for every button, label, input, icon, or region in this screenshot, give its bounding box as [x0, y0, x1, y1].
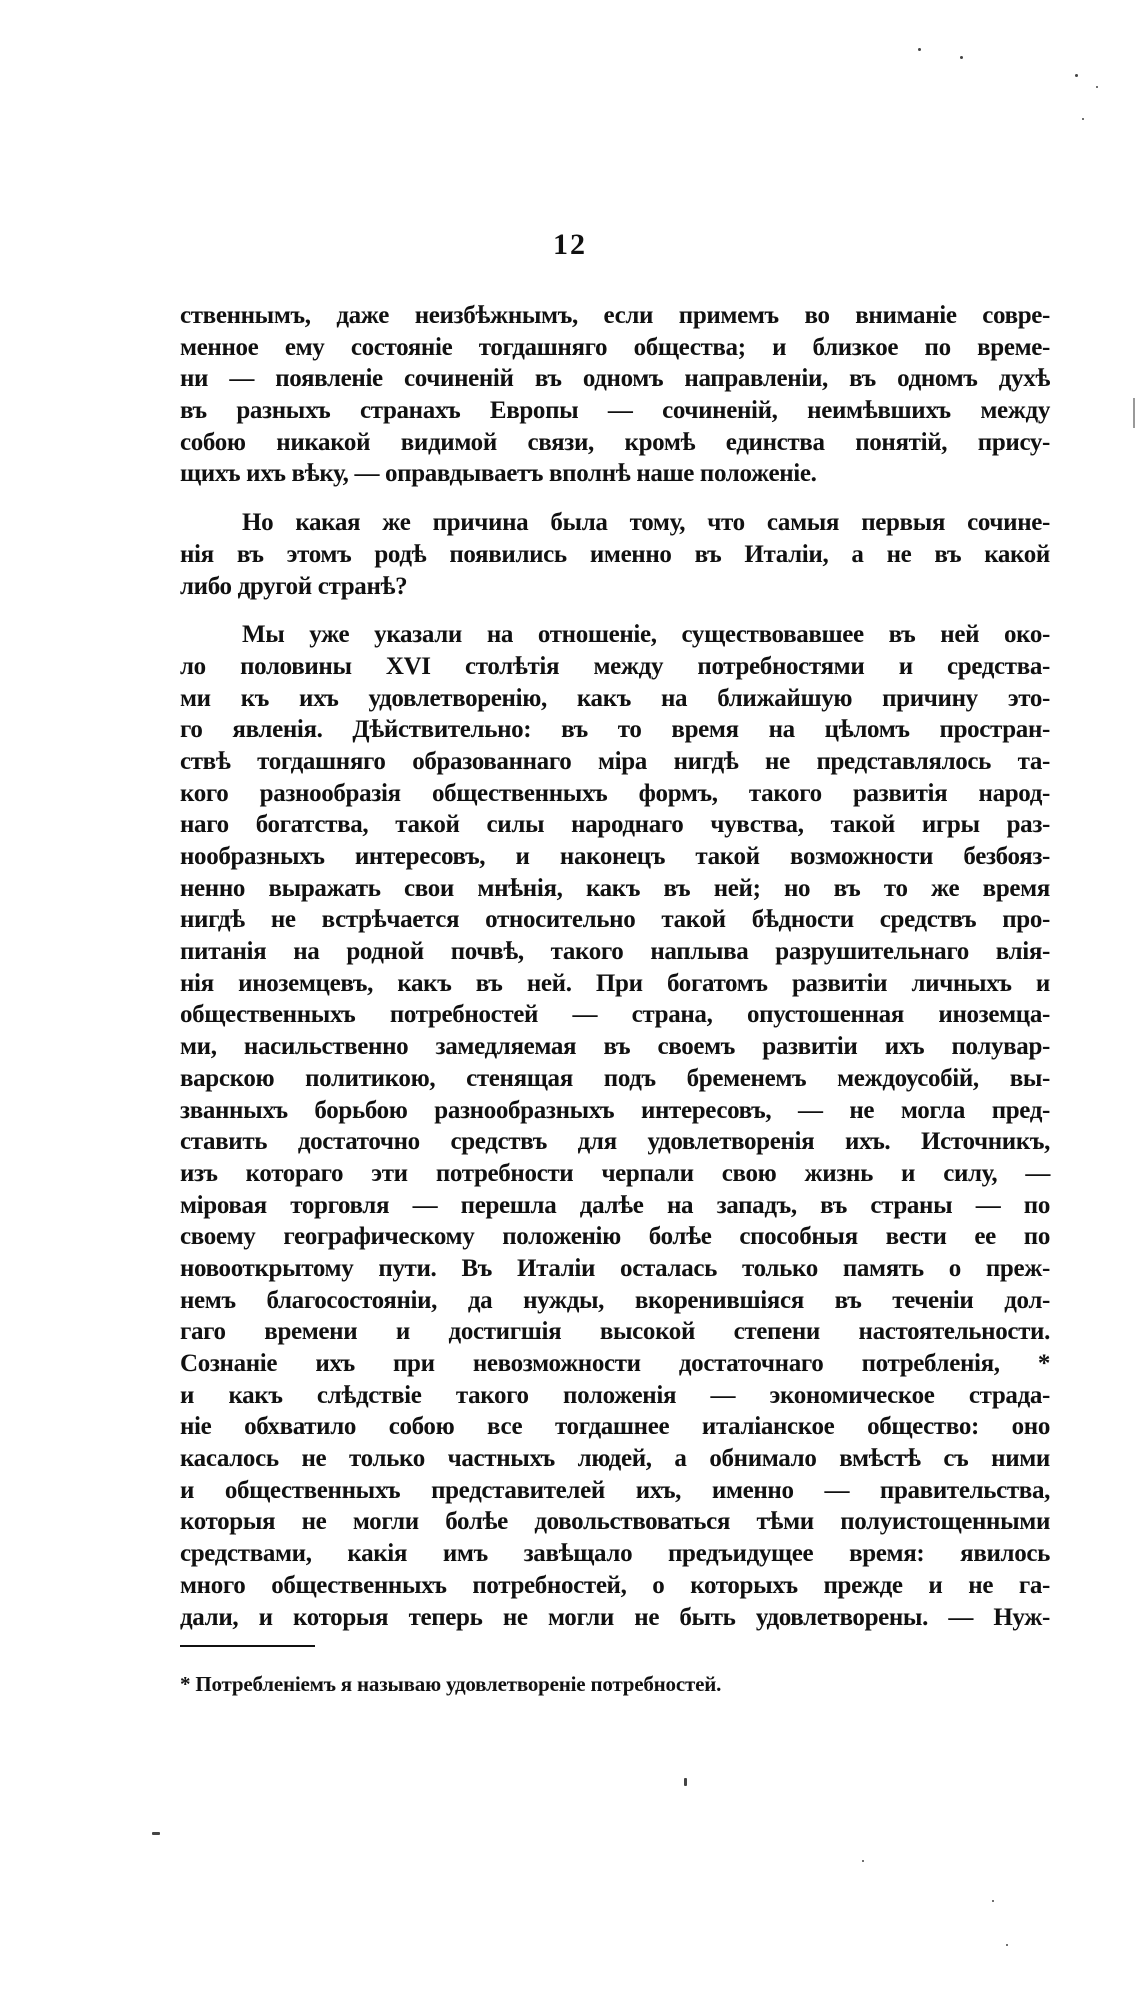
text-line: въ разныхъ странахъ Европы — сочиненій, неимѣвшихъ между [180, 397, 1050, 425]
text-line: Но какая же причина была тому, что самыя первыя сочине- [242, 509, 1050, 537]
scan-speck [152, 1832, 160, 1835]
text-line: званныхъ борьбою разнообразныхъ интересовъ, — не могла пред- [180, 1096, 1050, 1124]
text-line: менное ему состояніе тогдашняго общества; и близкое по време- [180, 333, 1050, 361]
text-line: кого разнообразія общественныхъ формъ, такого развитія народ- [180, 779, 1050, 807]
text-line: и общественныхъ представителей ихъ, именно — правительства, [180, 1476, 1050, 1504]
footnote-divider [180, 1645, 315, 1647]
text-line: много общественныхъ потребностей, о которыхъ прежде и не га- [180, 1571, 1050, 1599]
text-line: щихъ ихъ вѣку, — оправдываетъ вполнѣ наше положеніе. [180, 460, 817, 488]
scan-speck [1133, 398, 1135, 428]
text-line: и какъ слѣдствіе такого положенія — экономическое страда- [180, 1381, 1050, 1409]
text-line: ствѣ тогдашняго образованнаго міра нигдѣ не представлялось та- [180, 747, 1050, 775]
body-text [180, 300, 1050, 1633]
text-line: изъ котораго эти потребности черпали свою жизнь и силу, — [180, 1159, 1050, 1187]
text-line: средствами, какія имъ завѣщало предъидущее время: явилось [180, 1540, 1050, 1568]
text-line: нія иноземцевъ, какъ въ ней. При богатомъ развитіи личныхъ и [180, 969, 1050, 997]
text-line: питанія на родной почвѣ, такого наплыва разрушительнаго влія- [180, 938, 1050, 966]
text-line: варскою политикою, стенящая подъ бременемъ междоусобій, вы- [180, 1064, 1050, 1092]
scan-speck [1082, 118, 1084, 120]
text-line: своему географическому положенію болѣе способныя вести ее по [180, 1223, 1050, 1251]
text-line: Сознаніе ихъ при невозможности достаточнаго потребленія, * [180, 1350, 1050, 1377]
text-line: міровая торговля — перешла далѣе на западъ, въ страны — по [180, 1191, 1050, 1219]
scan-speck [992, 1900, 994, 1902]
footnote: * Потребленіемъ я называю удовлетвореніе потребностей. [180, 1672, 722, 1696]
text-line: собою никакой видимой связи, кромѣ единства понятій, прису- [180, 428, 1050, 456]
paragraph [180, 619, 1050, 1633]
text-line: ніе обхватило собою все тогдашнее италіанское общество: оно [180, 1413, 1050, 1441]
scan-speck [918, 48, 921, 51]
paragraph [180, 300, 1050, 490]
text-line: ставить достаточно средствъ для удовлетворенія ихъ. Источникъ, [180, 1128, 1050, 1156]
text-line: гаго времени и достигшія высокой степени настоятельности. [180, 1318, 1050, 1346]
text-line: ненно выражать свои мнѣнія, какъ въ ней; но въ то же время [180, 874, 1050, 902]
text-line: которыя не могли болѣе довольствоваться тѣми полуистощенными [180, 1508, 1050, 1536]
text-line: новооткрытому пути. Въ Италіи осталась только память о преж- [180, 1254, 1050, 1282]
text-line: ственнымъ, даже неизбѣжнымъ, если примемъ во вниманіе совре- [180, 302, 1050, 329]
text-line: нообразныхъ интересовъ, и наконецъ такой возможности безбояз- [180, 843, 1050, 870]
scan-speck [960, 56, 963, 59]
text-line: касалось не только частныхъ людей, а обнимало вмѣстѣ съ ними [180, 1445, 1050, 1473]
scan-speck [684, 1778, 687, 1786]
paragraph [180, 507, 1050, 602]
text-line: немъ благосостояніи, да нужды, вкоренившіяся въ теченіи дол- [180, 1286, 1050, 1314]
page-number: 12 [553, 228, 587, 261]
text-line: либо другой странѣ? [180, 572, 408, 600]
scan-speck [862, 1860, 864, 1862]
text-line: дали, и которыя теперь не могли не быть удовлетворены. — Нуж- [180, 1603, 1050, 1631]
scan-speck [1096, 86, 1098, 88]
text-line: ми, насильственно замедляемая въ своемъ развитіи ихъ полувар- [180, 1033, 1050, 1061]
text-line: ло половины XVI столѣтія между потребностями и средства- [180, 652, 1050, 680]
text-line: го явленія. Дѣйствительно: въ то время на цѣломъ простран- [180, 716, 1050, 744]
text-line: нія въ этомъ родѣ появились именно въ Италіи, а не въ какой [180, 540, 1050, 568]
text-line: наго богатства, такой силы народнаго чувства, такой игры раз- [180, 811, 1050, 839]
text-line: ми къ ихъ удовлетворенію, какъ на ближайшую причину это- [180, 684, 1050, 712]
text-line: нигдѣ не встрѣчается относительно такой бѣдности средствъ про- [180, 906, 1050, 934]
scan-speck [1075, 74, 1078, 77]
text-line: Мы уже указали на отношеніе, существовавшее въ ней око- [242, 621, 1050, 649]
text-line: ни — появленіе сочиненій въ одномъ направленіи, въ одномъ духѣ [180, 365, 1050, 393]
scan-speck [1006, 1944, 1008, 1946]
text-line: общественныхъ потребностей — страна, опустошенная иноземца- [180, 1001, 1050, 1029]
